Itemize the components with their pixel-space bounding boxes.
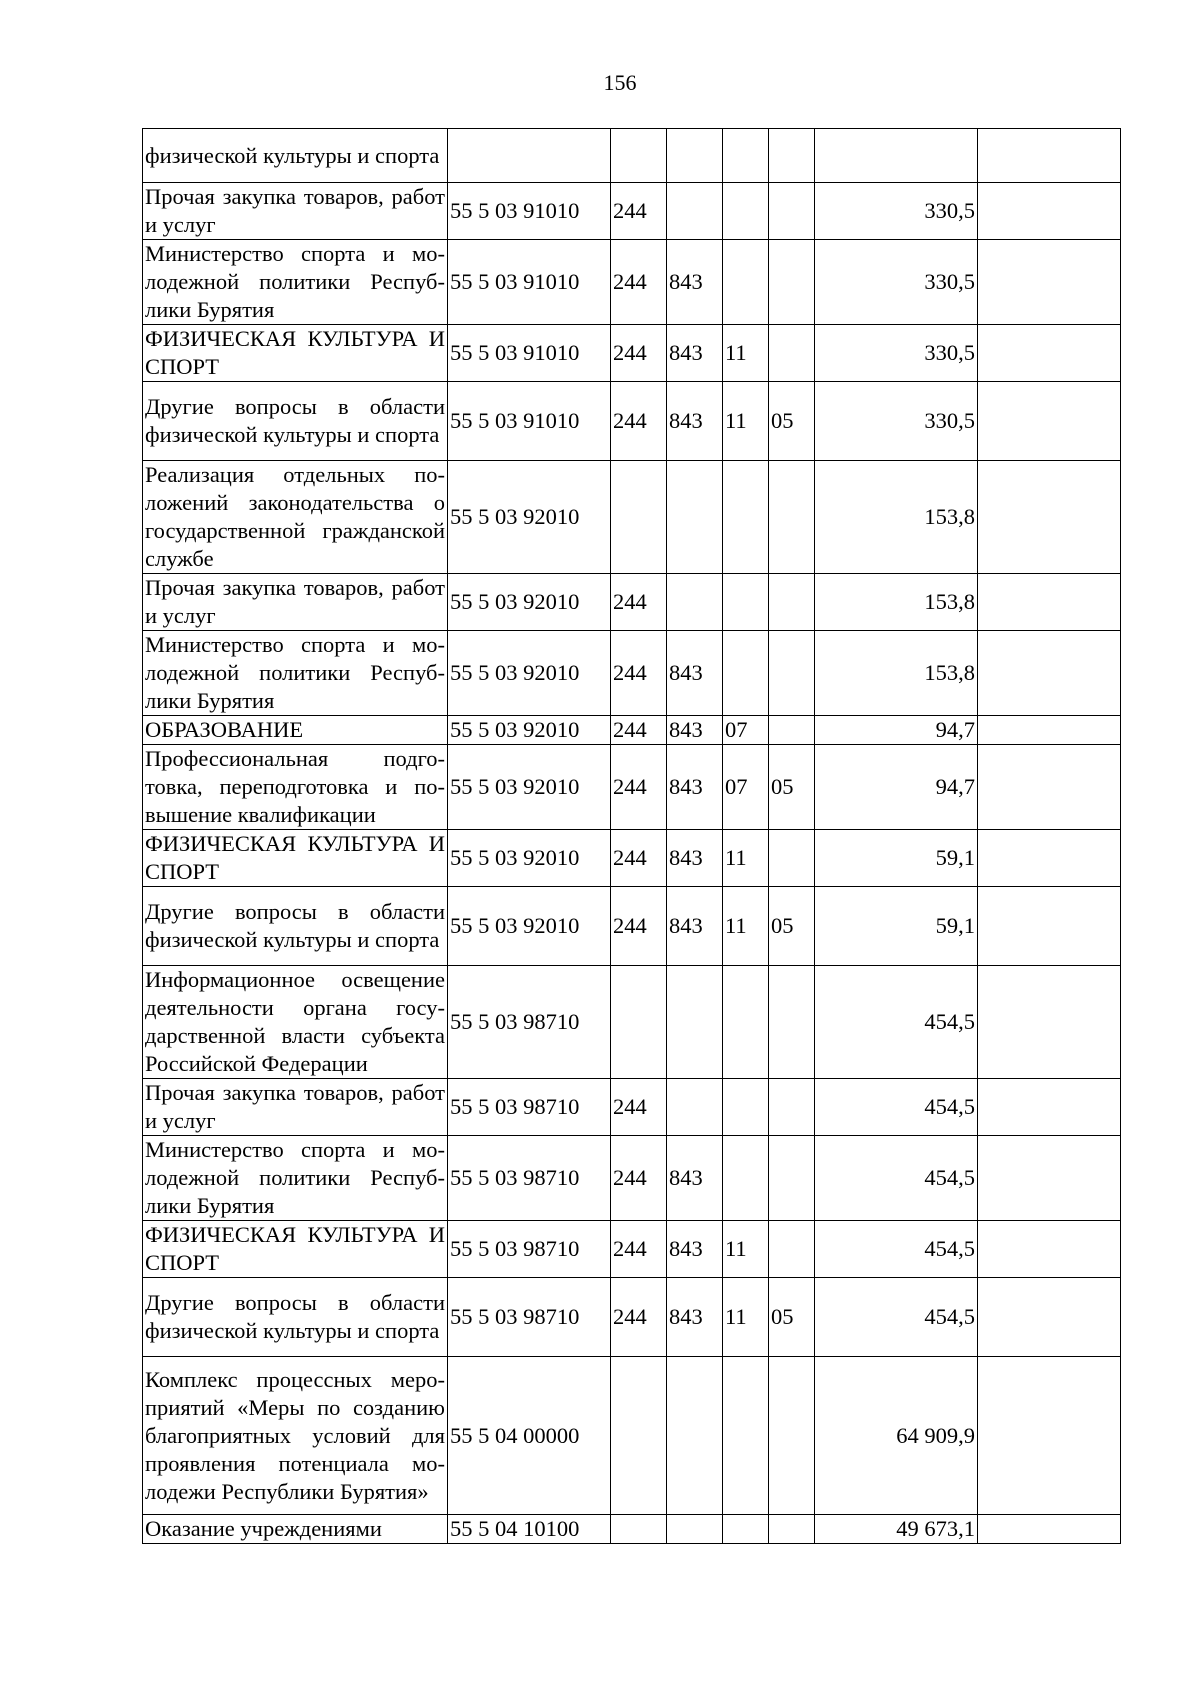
expense-type-code: 244	[611, 574, 667, 631]
row-name: Другие вопросы в области физической культуры и спорта	[143, 1278, 448, 1357]
extra-cell	[978, 240, 1121, 325]
row-name: Прочая закупка товаров, работ и услуг	[143, 1079, 448, 1136]
subsection-code	[769, 1357, 815, 1515]
section-code: 11	[723, 830, 769, 887]
target-article-code: 55 5 03 92010	[448, 716, 611, 745]
extra-cell	[978, 1136, 1121, 1221]
expense-type-code: 244	[611, 1136, 667, 1221]
ministry-code: 843	[667, 631, 723, 716]
table-row	[143, 325, 1121, 382]
expense-type-code	[611, 461, 667, 574]
row-name: Оказание учреждениями	[143, 1515, 448, 1544]
ministry-code: 843	[667, 1136, 723, 1221]
extra-cell	[978, 966, 1121, 1079]
target-article-code: 55 5 03 91010	[448, 183, 611, 240]
row-name: ФИЗИЧЕСКАЯ КУЛЬТУРА И СПОРТ	[143, 830, 448, 887]
subsection-code	[769, 1515, 815, 1544]
amount	[815, 129, 978, 183]
expense-type-code	[611, 129, 667, 183]
subsection-code	[769, 830, 815, 887]
target-article-code: 55 5 03 98710	[448, 966, 611, 1079]
target-article-code: 55 5 03 98710	[448, 1136, 611, 1221]
expense-type-code: 244	[611, 240, 667, 325]
section-code	[723, 461, 769, 574]
subsection-code	[769, 1136, 815, 1221]
subsection-code	[769, 129, 815, 183]
extra-cell	[978, 1278, 1121, 1357]
amount: 330,5	[815, 325, 978, 382]
expense-type-code: 244	[611, 745, 667, 830]
extra-cell	[978, 745, 1121, 830]
ministry-code	[667, 129, 723, 183]
target-article-code: 55 5 04 00000	[448, 1357, 611, 1515]
table-row	[143, 382, 1121, 461]
amount: 330,5	[815, 240, 978, 325]
extra-cell	[978, 129, 1121, 183]
section-code: 11	[723, 1278, 769, 1357]
amount: 454,5	[815, 1278, 978, 1357]
extra-cell	[978, 183, 1121, 240]
amount: 153,8	[815, 574, 978, 631]
row-name: ФИЗИЧЕСКАЯ КУЛЬТУРА И СПОРТ	[143, 1221, 448, 1278]
extra-cell	[978, 887, 1121, 966]
section-code	[723, 129, 769, 183]
ministry-code	[667, 1079, 723, 1136]
row-name: Другие вопросы в области физической культуры и спорта	[143, 382, 448, 461]
amount: 330,5	[815, 382, 978, 461]
target-article-code: 55 5 03 98710	[448, 1079, 611, 1136]
target-article-code: 55 5 03 92010	[448, 631, 611, 716]
target-article-code: 55 5 03 91010	[448, 240, 611, 325]
section-code	[723, 1515, 769, 1544]
amount: 454,5	[815, 1221, 978, 1278]
table-row	[143, 887, 1121, 966]
subsection-code: 05	[769, 1278, 815, 1357]
expense-type-code: 244	[611, 382, 667, 461]
section-code: 11	[723, 1221, 769, 1278]
extra-cell	[978, 574, 1121, 631]
target-article-code: 55 5 03 98710	[448, 1278, 611, 1357]
amount: 454,5	[815, 966, 978, 1079]
expense-type-code	[611, 1515, 667, 1544]
section-code: 07	[723, 716, 769, 745]
row-name: Министерство спорта и молодежной политики Республики Бурятия	[143, 240, 448, 325]
extra-cell	[978, 1079, 1121, 1136]
amount: 454,5	[815, 1079, 978, 1136]
subsection-code	[769, 631, 815, 716]
amount: 454,5	[815, 1136, 978, 1221]
expense-type-code: 244	[611, 1221, 667, 1278]
section-code	[723, 1136, 769, 1221]
target-article-code	[448, 129, 611, 183]
extra-cell	[978, 631, 1121, 716]
extra-cell	[978, 830, 1121, 887]
row-name: Министерство спорта и молодежной политики Республики Бурятия	[143, 631, 448, 716]
ministry-code	[667, 574, 723, 631]
row-name: Другие вопросы в области физической культуры и спорта	[143, 887, 448, 966]
section-code	[723, 1357, 769, 1515]
subsection-code	[769, 183, 815, 240]
ministry-code: 843	[667, 745, 723, 830]
subsection-code	[769, 461, 815, 574]
ministry-code: 843	[667, 1221, 723, 1278]
target-article-code: 55 5 03 91010	[448, 325, 611, 382]
table-row	[143, 631, 1121, 716]
subsection-code	[769, 240, 815, 325]
amount: 153,8	[815, 631, 978, 716]
amount: 94,7	[815, 745, 978, 830]
ministry-code	[667, 1357, 723, 1515]
row-name: Прочая закупка товаров, работ и услуг	[143, 183, 448, 240]
subsection-code	[769, 966, 815, 1079]
ministry-code	[667, 1515, 723, 1544]
expense-type-code	[611, 966, 667, 1079]
target-article-code: 55 5 03 92010	[448, 574, 611, 631]
table-row	[143, 1357, 1121, 1515]
expense-type-code: 244	[611, 887, 667, 966]
table-row	[143, 966, 1121, 1079]
section-code	[723, 240, 769, 325]
table-row	[143, 574, 1121, 631]
extra-cell	[978, 1221, 1121, 1278]
section-code: 07	[723, 745, 769, 830]
subsection-code	[769, 1221, 815, 1278]
expense-type-code: 244	[611, 325, 667, 382]
target-article-code: 55 5 04 10100	[448, 1515, 611, 1544]
ministry-code: 843	[667, 382, 723, 461]
subsection-code	[769, 716, 815, 745]
extra-cell	[978, 716, 1121, 745]
page-number: 156	[603, 70, 637, 95]
row-name: Реализация отдельных положений законодательства о государственной гражданской службе	[143, 461, 448, 574]
extra-cell	[978, 382, 1121, 461]
amount: 59,1	[815, 830, 978, 887]
subsection-code	[769, 574, 815, 631]
subsection-code: 05	[769, 382, 815, 461]
target-article-code: 55 5 03 98710	[448, 1221, 611, 1278]
section-code: 11	[723, 325, 769, 382]
amount: 153,8	[815, 461, 978, 574]
row-name: Комплекс процессных мероприятий «Меры по созданию благоприятных условий для проявления потенциала молодежи Республики Бурятия»	[143, 1357, 448, 1515]
target-article-code: 55 5 03 92010	[448, 887, 611, 966]
row-name: физической культуры и спорта	[143, 129, 448, 183]
extra-cell	[978, 1357, 1121, 1515]
extra-cell	[978, 325, 1121, 382]
section-code	[723, 183, 769, 240]
ministry-code: 843	[667, 325, 723, 382]
row-name: Информационное освещение деятельности органа государственной власти субъекта Российской Федерации	[143, 966, 448, 1079]
subsection-code: 05	[769, 887, 815, 966]
expense-type-code: 244	[611, 1278, 667, 1357]
row-name: ФИЗИЧЕСКАЯ КУЛЬТУРА И СПОРТ	[143, 325, 448, 382]
ministry-code: 843	[667, 830, 723, 887]
row-name: Профессиональная подготовка, переподготовка и повышение квалификации	[143, 745, 448, 830]
subsection-code	[769, 325, 815, 382]
section-code	[723, 966, 769, 1079]
ministry-code: 843	[667, 1278, 723, 1357]
table-row	[143, 461, 1121, 574]
section-code: 11	[723, 382, 769, 461]
target-article-code: 55 5 03 92010	[448, 745, 611, 830]
extra-cell	[978, 461, 1121, 574]
section-code	[723, 631, 769, 716]
amount: 49 673,1	[815, 1515, 978, 1544]
target-article-code: 55 5 03 92010	[448, 461, 611, 574]
target-article-code: 55 5 03 92010	[448, 830, 611, 887]
target-article-code: 55 5 03 91010	[448, 382, 611, 461]
extra-cell	[978, 1515, 1121, 1544]
ministry-code	[667, 183, 723, 240]
section-code: 11	[723, 887, 769, 966]
section-code	[723, 1079, 769, 1136]
ministry-code: 843	[667, 716, 723, 745]
budget-table	[142, 128, 1121, 1544]
expense-type-code: 244	[611, 830, 667, 887]
budget-table-body	[143, 129, 1121, 1544]
table-row	[143, 1278, 1121, 1357]
amount: 59,1	[815, 887, 978, 966]
expense-type-code	[611, 1357, 667, 1515]
expense-type-code: 244	[611, 1079, 667, 1136]
expense-type-code: 244	[611, 631, 667, 716]
table-row	[143, 1079, 1121, 1136]
table-row	[143, 830, 1121, 887]
subsection-code: 05	[769, 745, 815, 830]
expense-type-code: 244	[611, 716, 667, 745]
amount: 94,7	[815, 716, 978, 745]
table-row	[143, 1515, 1121, 1544]
table-row	[143, 1136, 1121, 1221]
row-name: Министерство спорта и молодежной политики Республики Бурятия	[143, 1136, 448, 1221]
amount: 64 909,9	[815, 1357, 978, 1515]
section-code	[723, 574, 769, 631]
ministry-code: 843	[667, 240, 723, 325]
ministry-code	[667, 966, 723, 1079]
ministry-code	[667, 461, 723, 574]
amount: 330,5	[815, 183, 978, 240]
table-row	[143, 745, 1121, 830]
row-name: ОБРАЗОВАНИЕ	[143, 716, 448, 745]
table-row	[143, 1221, 1121, 1278]
expense-type-code: 244	[611, 183, 667, 240]
table-row	[143, 129, 1121, 183]
table-row	[143, 716, 1121, 745]
table-row	[143, 183, 1121, 240]
subsection-code	[769, 1079, 815, 1136]
table-row	[143, 240, 1121, 325]
row-name: Прочая закупка товаров, работ и услуг	[143, 574, 448, 631]
ministry-code: 843	[667, 887, 723, 966]
